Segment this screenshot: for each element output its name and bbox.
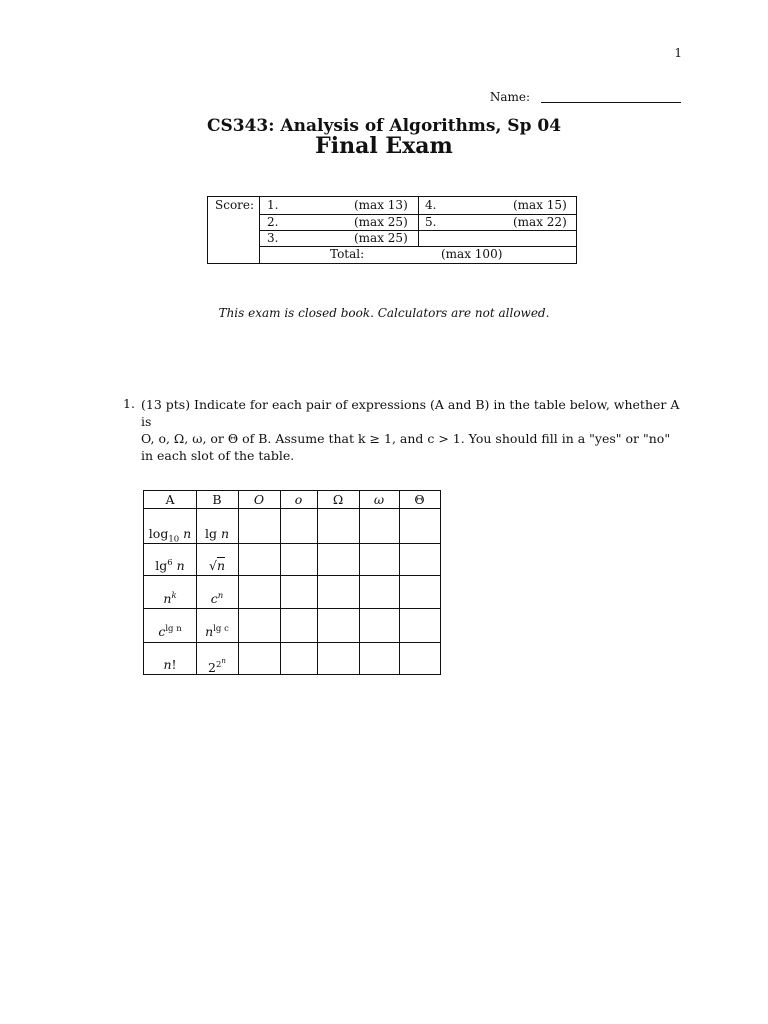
- math-variable: n: [220, 526, 230, 541]
- expression-a: [144, 624, 196, 639]
- score-q-number: 2.: [267, 215, 279, 229]
- answer-slot-big-omega[interactable]: [317, 543, 359, 575]
- expression-a: [144, 591, 196, 606]
- answer-slot-theta[interactable]: [399, 642, 440, 674]
- score-total-max: (max 100): [441, 247, 503, 261]
- sqrt-symbol: √: [208, 558, 217, 573]
- expression-b: [196, 624, 238, 639]
- answer-slot-big-o[interactable]: [238, 575, 280, 608]
- column-header-big-omega: Ω: [332, 492, 344, 507]
- math-superscript: lg c: [213, 624, 229, 634]
- complexity-table: [143, 490, 441, 675]
- math-subscript: 10: [168, 534, 180, 545]
- answer-slot-big-o[interactable]: [238, 508, 280, 543]
- expression-b: [196, 657, 238, 675]
- column-header-little-o: o: [294, 492, 303, 507]
- math-suffix: !: [171, 657, 177, 672]
- math-superscript: 6: [167, 558, 173, 568]
- name-field-line[interactable]: [541, 102, 681, 103]
- math-variable: n: [176, 558, 185, 574]
- name-label: Name:: [489, 90, 530, 104]
- answer-slot-big-o[interactable]: [238, 543, 280, 575]
- math-variable: n: [183, 526, 192, 541]
- math-variable: n: [216, 558, 226, 573]
- answer-slot-little-o[interactable]: [280, 575, 317, 608]
- answer-slot-big-omega[interactable]: [317, 508, 359, 543]
- score-q-number: 5.: [425, 215, 437, 229]
- math-variable: n: [205, 624, 214, 640]
- course-title: CS343: Analysis of Algorithms, Sp 04: [206, 116, 562, 136]
- answer-slot-theta[interactable]: [399, 575, 440, 608]
- answer-slot-little-omega[interactable]: [359, 543, 399, 575]
- score-q-max: (max 22): [513, 215, 567, 229]
- answer-slot-big-omega[interactable]: [317, 642, 359, 674]
- math-variable: n: [163, 657, 172, 672]
- math-superscript: k: [171, 591, 177, 601]
- answer-slot-little-o[interactable]: [280, 543, 317, 575]
- math-variable: c: [210, 591, 218, 607]
- question-text-line: (13 pts) Indicate for each pair of expressions (A and B) in the table below, whether A is: [141, 397, 680, 429]
- math-function: lg: [155, 558, 168, 574]
- column-header-b: B: [212, 492, 222, 507]
- exam-title: Final Exam: [315, 133, 453, 159]
- math-superscript: lg n: [165, 624, 182, 634]
- question-text: [141, 396, 684, 464]
- answer-slot-theta[interactable]: [399, 508, 440, 543]
- question-text-line: O, o, Ω, ω, or Θ of B. Assume that k ≥ 1, and c > 1. You should fill in a "yes" or "no": [141, 431, 671, 446]
- question-number: 1.: [123, 396, 135, 411]
- answer-slot-big-omega[interactable]: [317, 575, 359, 608]
- score-q-max: (max 25): [354, 215, 408, 229]
- expression-b: [196, 558, 238, 573]
- math-base: 2: [208, 659, 216, 675]
- answer-slot-big-o[interactable]: [238, 608, 280, 642]
- math-superscript: n: [221, 657, 226, 665]
- answer-slot-little-omega[interactable]: [359, 608, 399, 642]
- answer-slot-little-o[interactable]: [280, 608, 317, 642]
- answer-slot-big-omega[interactable]: [317, 608, 359, 642]
- expression-a: [144, 657, 196, 672]
- math-variable: n: [163, 591, 172, 607]
- answer-slot-big-o[interactable]: [238, 642, 280, 674]
- question-text-line: in each slot of the table.: [141, 448, 295, 463]
- answer-slot-little-omega[interactable]: [359, 642, 399, 674]
- score-label: Score:: [215, 198, 255, 212]
- answer-slot-little-omega[interactable]: [359, 575, 399, 608]
- math-variable: c: [158, 624, 166, 640]
- answer-slot-little-omega[interactable]: [359, 508, 399, 543]
- expression-b: [196, 526, 238, 541]
- math-function: lg: [204, 526, 217, 541]
- expression-b: [196, 591, 238, 606]
- answer-slot-theta[interactable]: [399, 608, 440, 642]
- column-header-little-omega: ω: [373, 492, 385, 507]
- score-q-number: 4.: [425, 198, 437, 212]
- column-header-big-o: O: [253, 492, 265, 507]
- score-q-number: 1.: [267, 198, 279, 212]
- math-function: log: [148, 526, 169, 541]
- math-superscript: 2: [216, 659, 222, 670]
- score-total-label: Total:: [330, 247, 365, 261]
- expression-a: [144, 558, 196, 573]
- score-q-number: 3.: [267, 231, 279, 245]
- math-superscript: n: [217, 591, 224, 601]
- expression-a: [144, 526, 196, 545]
- page-number: 1: [674, 46, 682, 60]
- answer-slot-little-o[interactable]: [280, 642, 317, 674]
- column-header-a: A: [165, 492, 175, 507]
- column-header-theta: Θ: [414, 492, 425, 507]
- answer-slot-theta[interactable]: [399, 543, 440, 575]
- exam-instructions: This exam is closed book. Calculators are not allowed.: [218, 306, 550, 320]
- answer-slot-little-o[interactable]: [280, 508, 317, 543]
- score-table: [207, 196, 577, 264]
- score-q-max: (max 13): [354, 198, 408, 212]
- score-q-max: (max 25): [354, 231, 408, 245]
- score-q-max: (max 15): [513, 198, 567, 212]
